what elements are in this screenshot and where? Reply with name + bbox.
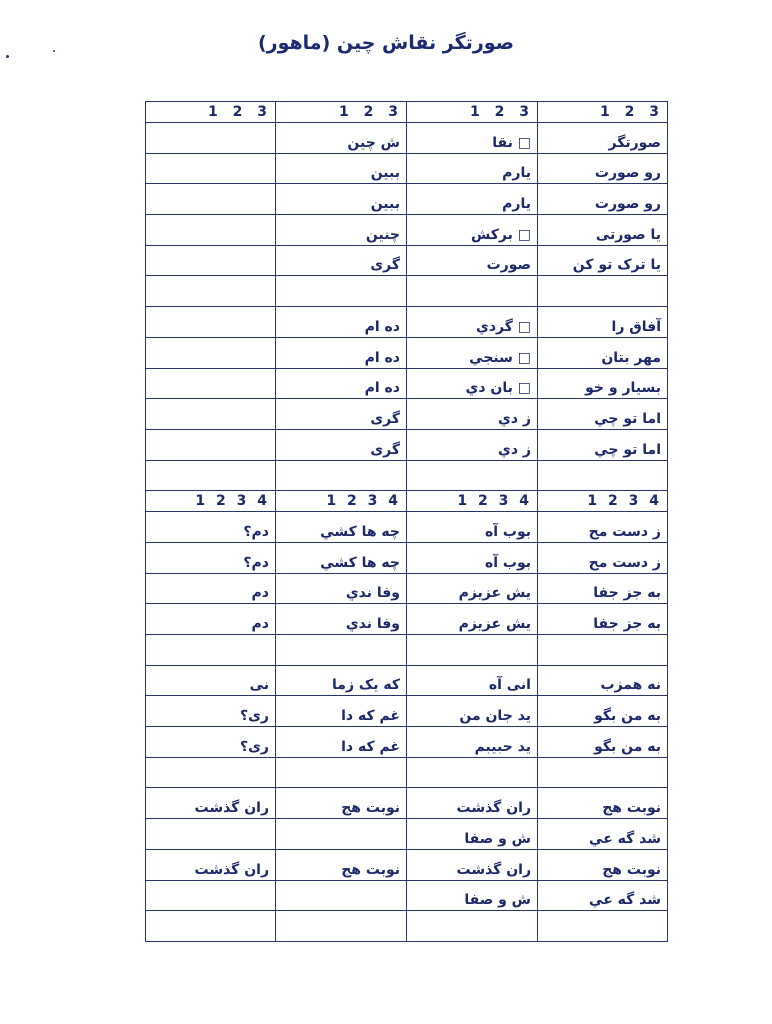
lyric-cell: چه ها کشي xyxy=(276,542,407,573)
lyric-cell: ده ام xyxy=(276,368,407,399)
lyric-cell: ز دست مح xyxy=(538,512,668,543)
lyric-cell: بوب آه xyxy=(407,542,538,573)
lyric-cell: □ سنجي xyxy=(407,337,538,368)
lyric-cell: بوب آه xyxy=(407,512,538,543)
lyric-cell: یا ترک تو کن xyxy=(538,245,668,276)
lyric-cell: غم که دا xyxy=(276,696,407,727)
lyric-cell xyxy=(276,819,407,850)
lyric-cell: ببین xyxy=(276,153,407,184)
lyric-cell: ری؟ xyxy=(146,727,276,758)
lyric-cell: نوبت هج xyxy=(538,849,668,880)
lyric-cell: انی آه xyxy=(407,665,538,696)
table-row xyxy=(146,665,668,696)
lyric-cell: □ گردي xyxy=(407,307,538,338)
table-row xyxy=(146,819,668,850)
lyric-cell xyxy=(146,276,276,307)
table-row xyxy=(146,491,668,512)
lyric-cell: شد گه عي xyxy=(538,880,668,911)
lyric-cell: چه ها کشي xyxy=(276,512,407,543)
lyric-cell xyxy=(538,276,668,307)
table-row xyxy=(146,123,668,154)
lyric-cell xyxy=(146,399,276,430)
lyric-cell: رو صورت xyxy=(538,153,668,184)
lyric-cell: بسیار و خو xyxy=(538,368,668,399)
beat-number-cell: 1 2 3 4 xyxy=(146,491,276,512)
lyric-cell: ید حبیبم xyxy=(407,727,538,758)
table-row xyxy=(146,307,668,338)
table-row xyxy=(146,604,668,635)
lyric-cell: دم xyxy=(146,604,276,635)
lyric-cell: صورتگر xyxy=(538,123,668,154)
table-row xyxy=(146,429,668,460)
table-row xyxy=(146,911,668,942)
lyric-cell: یا صورتی xyxy=(538,215,668,246)
lyric-cell: ران گذشت xyxy=(407,849,538,880)
lyric-cell: ران گذشت xyxy=(146,849,276,880)
table-row xyxy=(146,542,668,573)
lyric-cell xyxy=(146,153,276,184)
table-row xyxy=(146,849,668,880)
lyric-cell: ش و صفا xyxy=(407,819,538,850)
lyric-cell: گری xyxy=(276,245,407,276)
page-title: صورتگر نقاش چین (ماهور) xyxy=(257,32,515,54)
lyric-cell: نه همزب xyxy=(538,665,668,696)
table-row xyxy=(146,573,668,604)
ink-speck xyxy=(53,50,55,52)
lyric-cell: نوبت هج xyxy=(276,788,407,819)
lyric-cell: گری xyxy=(276,429,407,460)
lyric-cell: □ نقا xyxy=(407,123,538,154)
lyrics-table xyxy=(145,101,668,942)
lyric-cell: به جز جفا xyxy=(538,604,668,635)
lyric-cell xyxy=(276,460,407,491)
lyric-cell xyxy=(146,880,276,911)
lyric-cell: نوبت هج xyxy=(276,849,407,880)
lyric-cell xyxy=(276,911,407,942)
lyric-cell: ز دست مح xyxy=(538,542,668,573)
table-row xyxy=(146,184,668,215)
lyric-cell xyxy=(407,757,538,788)
lyric-cell: غم که دا xyxy=(276,727,407,758)
lyric-cell xyxy=(146,368,276,399)
lyric-cell xyxy=(146,429,276,460)
lyric-cell: ش و صفا xyxy=(407,880,538,911)
lyric-cell xyxy=(146,215,276,246)
lyric-cell xyxy=(538,757,668,788)
lyric-cell: دم xyxy=(146,573,276,604)
table-row xyxy=(146,788,668,819)
table-row xyxy=(146,880,668,911)
lyric-cell: دم؟ xyxy=(146,542,276,573)
lyric-cell xyxy=(276,635,407,666)
lyric-cell xyxy=(538,635,668,666)
lyric-cell xyxy=(407,276,538,307)
beat-number-cell: 1 2 3 4 xyxy=(407,491,538,512)
table-row xyxy=(146,635,668,666)
lyric-cell: شد گه عي xyxy=(538,819,668,850)
lyric-cell: یش عزیزم xyxy=(407,573,538,604)
lyric-cell xyxy=(146,911,276,942)
lyric-cell: مهر بتان xyxy=(538,337,668,368)
lyric-cell xyxy=(407,911,538,942)
lyric-cell: گری xyxy=(276,399,407,430)
lyric-cell: یارم xyxy=(407,184,538,215)
lyric-cell: چنین xyxy=(276,215,407,246)
lyric-cell: اما تو چي xyxy=(538,399,668,430)
table-row xyxy=(146,696,668,727)
table-row xyxy=(146,757,668,788)
table-row xyxy=(146,399,668,430)
table-row xyxy=(146,512,668,543)
lyric-cell xyxy=(538,911,668,942)
lyric-cell: یش عزیزم xyxy=(407,604,538,635)
ink-speck xyxy=(6,55,9,58)
lyric-cell: ش چین xyxy=(276,123,407,154)
lyric-cell xyxy=(146,819,276,850)
table-row xyxy=(146,245,668,276)
lyric-cell: به من بگو xyxy=(538,727,668,758)
lyric-cell xyxy=(146,307,276,338)
table-row xyxy=(146,727,668,758)
lyric-cell: به جز جفا xyxy=(538,573,668,604)
lyric-cell xyxy=(146,460,276,491)
beat-number-cell: 1 2 3 xyxy=(407,102,538,123)
lyric-cell: رو صورت xyxy=(538,184,668,215)
lyric-cell: دم؟ xyxy=(146,512,276,543)
lyric-cell: □ برکش xyxy=(407,215,538,246)
lyric-cell xyxy=(538,460,668,491)
lyric-cell: اما تو چي xyxy=(538,429,668,460)
lyric-cell xyxy=(146,123,276,154)
lyric-cell xyxy=(146,337,276,368)
table-row xyxy=(146,276,668,307)
lyric-cell: وفا ندي xyxy=(276,604,407,635)
lyric-cell: ده ام xyxy=(276,307,407,338)
lyric-cell xyxy=(146,635,276,666)
table-row xyxy=(146,337,668,368)
beat-number-cell: 1 2 3 xyxy=(538,102,668,123)
table-row xyxy=(146,215,668,246)
lyric-cell xyxy=(276,757,407,788)
lyric-cell: که یک زما xyxy=(276,665,407,696)
lyric-cell: ز دي xyxy=(407,399,538,430)
lyric-cell xyxy=(146,757,276,788)
lyric-cell: یارم xyxy=(407,153,538,184)
lyric-cell: ببین xyxy=(276,184,407,215)
table-row xyxy=(146,368,668,399)
table-row xyxy=(146,102,668,123)
lyric-cell xyxy=(276,276,407,307)
lyric-cell: نی xyxy=(146,665,276,696)
table-row xyxy=(146,460,668,491)
beat-number-cell: 1 2 3 4 xyxy=(276,491,407,512)
lyric-cell: ری؟ xyxy=(146,696,276,727)
lyric-cell: ید جان من xyxy=(407,696,538,727)
lyric-cell xyxy=(276,880,407,911)
lyric-cell: به من بگو xyxy=(538,696,668,727)
lyric-cell: صورت xyxy=(407,245,538,276)
beat-number-cell: 1 2 3 4 xyxy=(538,491,668,512)
lyric-cell: ران گذشت xyxy=(146,788,276,819)
beat-number-cell: 1 2 3 xyxy=(276,102,407,123)
lyric-cell xyxy=(407,635,538,666)
lyric-cell: ز دي xyxy=(407,429,538,460)
lyric-cell: آفاق را xyxy=(538,307,668,338)
lyric-cell: ران گذشت xyxy=(407,788,538,819)
lyric-cell: وفا ندي xyxy=(276,573,407,604)
lyric-cell xyxy=(146,184,276,215)
lyric-cell: □ بان دي xyxy=(407,368,538,399)
table-row xyxy=(146,153,668,184)
lyric-cell: ده ام xyxy=(276,337,407,368)
lyric-cell xyxy=(407,460,538,491)
beat-number-cell: 1 2 3 xyxy=(146,102,276,123)
lyric-cell xyxy=(146,245,276,276)
lyric-cell: نوبت هج xyxy=(538,788,668,819)
